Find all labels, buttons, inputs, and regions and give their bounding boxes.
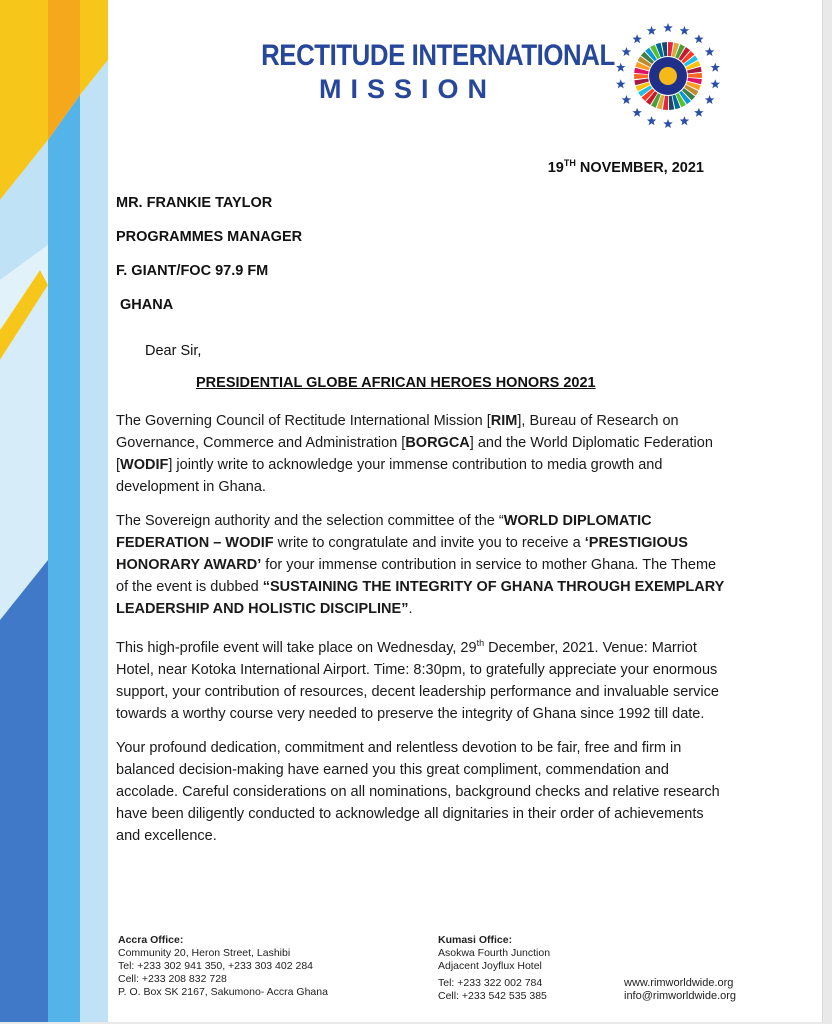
stripe-pale-blue-right	[80, 60, 108, 1022]
body-paragraph-4: Your profound dedication, commitment and relentless devotion to be fair, free and firm in balanced decision-making have earned you this great compliment, commendation and accolade. Careful considerations on all nominations, background checks and relative research have been diligently conducted to acknowledge all dignitaries in their order of achievements and excellence.	[116, 739, 720, 844]
p2-bold-federation: WORLD DIPLOMATIC FEDERATION – WODIF	[116, 513, 652, 551]
body-paragraph-2	[116, 510, 728, 620]
letter-body	[116, 410, 728, 859]
sdg-wheel-with-stars-icon	[606, 16, 730, 136]
footer-accra-line1: Community 20, Heron Street, Lashibi	[118, 947, 291, 959]
footer-kumasi-line1: Asokwa Fourth Junction	[438, 947, 551, 959]
p1-text-1: The Governing Council of Rectitude International Mission [	[116, 413, 491, 429]
recipient-name: MR. FRANKIE TAYLOR	[116, 195, 273, 211]
organization-name-line1: RECTITUDE INTERNATIONAL	[261, 39, 615, 72]
footer-kumasi-office	[438, 934, 550, 1003]
p2-text-1: The Sovereign authority and the selection committee of the “	[116, 513, 504, 529]
emblem-star-icon	[663, 119, 673, 128]
emblem-star-icon	[680, 116, 690, 125]
recipient-title: PROGRAMMES MANAGER	[116, 229, 303, 245]
p1-bold-rim: RIM	[490, 413, 518, 429]
date-day: 19	[547, 159, 564, 176]
p1-text-4: ] jointly write to acknowledge your immense contribution to media growth and development in Ghana.	[116, 457, 663, 495]
footer-kumasi-line2: Adjacent Joyflux Hotel	[438, 960, 542, 972]
footer-accra-line3: Cell: +233 208 832 728	[118, 973, 227, 985]
decorative-side-stripe	[0, 0, 112, 1022]
emblem-star-icon	[622, 47, 632, 56]
emblem-star-icon	[711, 79, 721, 88]
emblem-star-icon	[622, 95, 632, 104]
emblem-star-icon	[694, 108, 704, 117]
footer-email-link[interactable]: info@rimworldwide.org	[624, 990, 737, 1002]
emblem-star-icon	[680, 26, 690, 35]
emblem-segment	[688, 73, 702, 78]
p1-bold-wodif: WODIF	[120, 457, 169, 473]
emblem-star-icon	[616, 63, 626, 72]
organization-logo-text	[238, 39, 615, 104]
footer-kumasi-heading: Kumasi Office:	[438, 934, 513, 946]
p3-superscript: th	[476, 638, 485, 648]
footer-accra-line2: Tel: +233 302 941 350, +233 303 402 284	[118, 960, 314, 972]
p2-text-2: write to congratulate and invite you to receive a	[273, 535, 585, 551]
p2-bold-theme: “SUSTAINING THE INTEGRITY OF GHANA THROUGH EXEMPLARY LEADERSHIP AND HOLISTIC DISCIPLINE”	[116, 579, 725, 617]
footer-web-contacts	[624, 977, 736, 1003]
footer-accra-heading: Accra Office:	[118, 934, 184, 946]
emblem-star-icon	[647, 26, 657, 35]
emblem-star-icon	[632, 34, 642, 43]
organization-name-line2: MISSION	[318, 74, 496, 104]
body-paragraph-1	[116, 410, 728, 498]
p2-text-4: .	[408, 601, 413, 617]
emblem-star-icon	[647, 116, 657, 125]
recipient-address-block	[116, 193, 302, 329]
emblem-star-icon	[711, 63, 721, 72]
stripe-light-blue	[48, 95, 80, 1022]
emblem-star-icon	[705, 95, 715, 104]
footer-kumasi-line3: Tel: +233 322 002 784	[438, 977, 543, 989]
p1-text-3: ] and the World Diplomatic Federation [	[116, 435, 713, 473]
date-suffix: TH	[563, 158, 576, 168]
p1-bold-borgca: BORGCA	[405, 435, 470, 451]
letter-subject: PRESIDENTIAL GLOBE AFRICAN HEROES HONORS 2021	[196, 375, 596, 391]
p3-text-1: This high-profile event will take place on Wednesday, 29	[116, 639, 477, 656]
salutation: Dear Sir,	[145, 343, 202, 359]
emblem-star-icon	[663, 23, 673, 32]
letter-footer	[0, 934, 822, 1014]
emblem-star-icon	[632, 108, 642, 117]
emblem-star-icon	[616, 79, 626, 88]
p3-text-2: December, 2021. Venue: Marriot Hotel, near Kotoka International Airport. Time: 8:30pm, to gratefully appreciate your enormous support, your contribution of resources, decent leadership performance and invaluable service towards a worthy course very needed to preserve the integrity of Ghana since 1992 till date.	[116, 639, 719, 722]
recipient-country: GHANA	[120, 297, 174, 313]
emblem-sun	[659, 67, 677, 85]
emblem-segment	[634, 74, 648, 79]
footer-accra-office	[118, 934, 328, 999]
footer-accra-line4: P. O. Box SK 2167, Sakumono- Accra Ghana	[118, 986, 328, 998]
recipient-station: F. GIANT/FOC 97.9 FM	[116, 263, 269, 279]
body-paragraph-3	[116, 632, 728, 725]
footer-website-link[interactable]: www.rimworldwide.org	[624, 977, 734, 989]
p2-text-3: for your immense contribution in service to mother Ghana. The Theme of the event is dubbed	[116, 557, 717, 595]
letter-date	[548, 158, 704, 176]
p2-bold-award: ‘PRESTIGIOUS HONORARY AWARD’	[116, 535, 688, 573]
date-rest: NOVEMBER, 2021	[575, 159, 704, 176]
emblem-star-icon	[694, 34, 704, 43]
p1-text-2: ], Bureau of Research on Governance, Commerce and Administration [	[116, 413, 679, 451]
emblem-star-icon	[705, 47, 715, 56]
footer-kumasi-line4: Cell: +233 542 535 385	[438, 990, 547, 1002]
